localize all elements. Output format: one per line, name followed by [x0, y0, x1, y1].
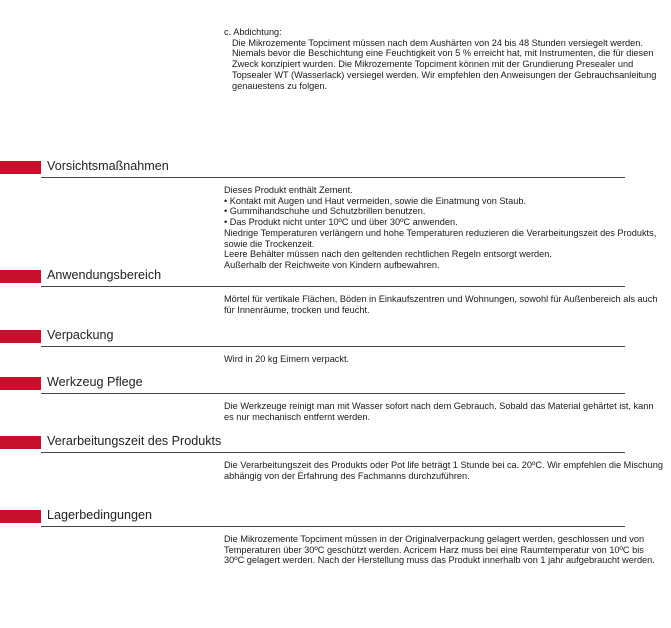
section-body	[224, 354, 664, 365]
section-body	[224, 534, 664, 566]
body-line: • Das Produkt nicht unter 10ºC und über 30ºC anwenden.	[224, 217, 458, 228]
section-marker	[0, 270, 41, 283]
section-body	[224, 460, 664, 481]
body-line: • Gummihandschuhe und Schutzbrillen benutzen.	[224, 206, 426, 217]
section-title: Lagerbedingungen	[47, 508, 153, 522]
body-line: Die Verarbeitungszeit des Produkts oder Pot life beträgt 1 Stunde bei ca. 20ºC. Wir empfehlen die Mischung abhängig von der Erfahrung des Fachmanns durchzuführen.	[224, 460, 663, 481]
section-title: Verarbeitungszeit des Produkts	[47, 434, 222, 448]
section-divider	[41, 526, 625, 527]
section-divider	[41, 346, 625, 347]
section-title: Werkzeug Pflege	[47, 375, 143, 389]
section-marker	[0, 510, 41, 523]
body-line: Mörtel für vertikale Flächen, Böden in Einkaufszentren und Wohnungen, sowohl für Außenbereich als auch für Innenräume, trocken und feucht.	[224, 294, 658, 315]
section-divider	[41, 286, 625, 287]
section-title: Anwendungsbereich	[47, 268, 162, 282]
body-line: Außerhalb der Reichweite von Kindern aufbewahren.	[224, 259, 440, 270]
section-title: Verpackung	[47, 328, 114, 342]
section-divider	[41, 393, 625, 394]
body-line: Wird in 20 kg Eimern verpackt.	[224, 354, 350, 364]
sealing-paragraph	[224, 27, 664, 91]
section-marker	[0, 377, 41, 390]
sealing-text: Die Mikrozemente Topciment müssen nach dem Aushärten von 24 bis 48 Stunden versiegelt werden. Niemals bevor die Beschichtung eine Feuchtigkeit von 5 % erreicht hat, mit Instrumenten, die für diesen Zweck konzipiert wurden. Die Mikrozemente Topciment können mit der Grundierung Presealer und Topsealer WT (Wasserlack) versiegel werden. Wir empfehlen den Anweisungen der Gebrauchsanleitung genauestens zu folgen.	[232, 37, 657, 91]
body-line: Die Werkzeuge reinigt man mit Wasser sofort nach dem Gebrauch. Sobald das Material gehärtet ist, kann es nur mechanisch entfernt werden.	[224, 401, 654, 422]
section-divider	[41, 452, 625, 453]
section-marker	[0, 161, 41, 174]
section-body	[224, 294, 664, 315]
section-body	[224, 401, 664, 422]
section-divider	[41, 177, 625, 178]
body-line: Dieses Produkt enthält Zement.	[224, 185, 353, 195]
body-line: • Kontakt mit Augen und Haut vermeiden, sowie die Einatmung von Staub.	[224, 195, 526, 206]
sealing-heading: c. Abdichtung:	[224, 27, 282, 37]
body-line: Leere Behälter müssen nach den geltenden rechtlichen Regeln entsorgt werden.	[224, 249, 552, 260]
section-body	[224, 185, 664, 271]
body-line: Niedrige Temperaturen verlängern und hohe Temperaturen reduzieren die Verarbeitungszeit des Produkts, sowie die Trockenzeit.	[224, 227, 657, 249]
body-line: Die Mikrozemente Topciment müssen in der Originalverpackung gelagert werden, geschlossen und von Temperaturen über 30ºC geschützt werden. Acricem Harz muss bei eine Raumtemperatur von 10ºC bis 30ºC gelagert werden. Nach der Herstellung muss das Produkt innerhalb von 1 jahr aufgebraucht werden.	[224, 534, 655, 566]
section-title: Vorsichtsmaßnahmen	[47, 159, 169, 173]
section-marker	[0, 436, 41, 449]
section-marker	[0, 330, 41, 343]
